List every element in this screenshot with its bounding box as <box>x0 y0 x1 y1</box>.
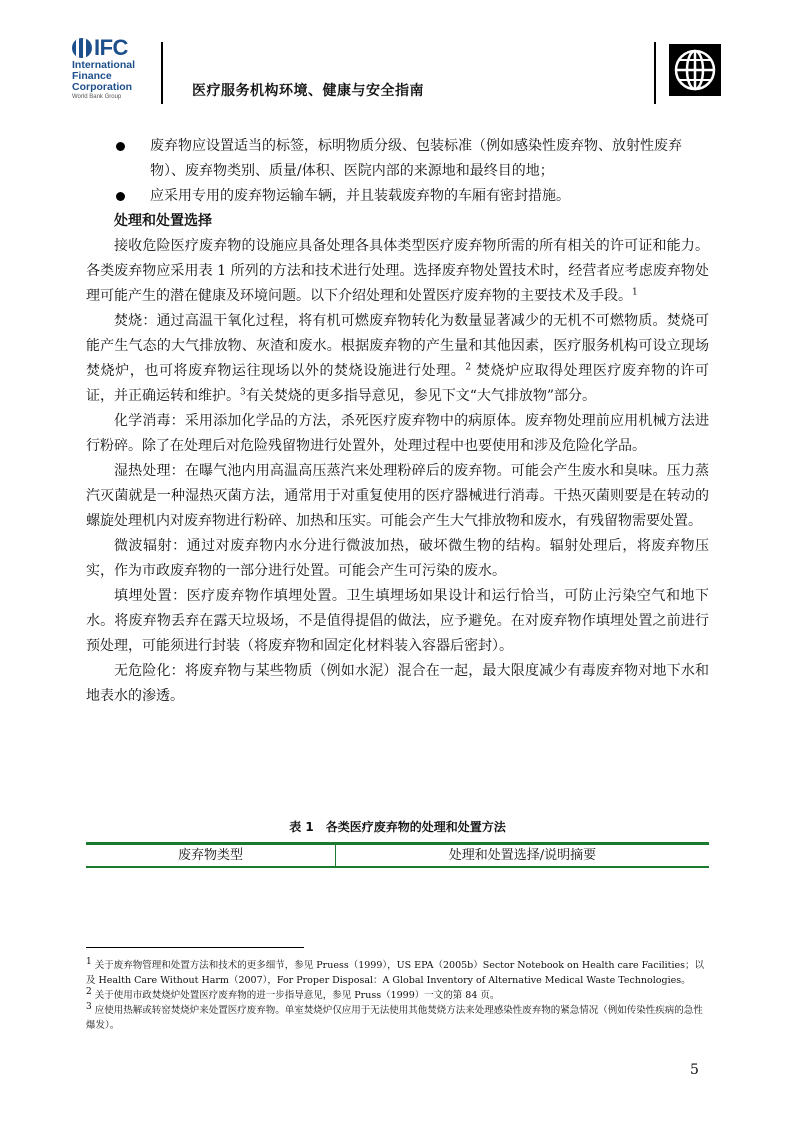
ifc-logo <box>72 35 152 101</box>
landfill-paragraph: 填埋处置：医疗废弃物作填埋处置。卫生填埋场如果设计和运行恰当，可防止污染空气和地下水。将废弃物丢弃在露天垃圾场，不是值得提倡的做法，应予避免。在对废弃物作填埋处置之前进行预处理，可能须进行封装（将废弃物和固定化材料装入容器后密封）。 <box>86 588 709 654</box>
header-divider-left <box>161 42 163 104</box>
footnote-text: 应使用热解或转窑焚烧炉来处置医疗废弃物。单室焚烧炉仅应用于无法使用其他焚烧方法来处理感染性废弃物的紧急情况（例如传染性疾病的急性爆发）。 <box>86 1005 703 1031</box>
world-bank-logo <box>669 44 721 96</box>
footnote-number: 1 <box>86 956 92 967</box>
footnote <box>86 958 709 988</box>
footnote-ref: 1 <box>632 287 638 298</box>
table-header-treatment: 处理和处置选择/说明摘要 <box>448 848 597 863</box>
page-header <box>0 0 793 110</box>
world-bank-globe-icon <box>669 44 721 96</box>
chemical-paragraph: 化学消毒：采用添加化学品的方法，杀死医疗废弃物中的病原体。废弃物处理前应用机械方法进行粉碎。除了在处理后对危险残留物进行处置外，处理过程中也要使用和涉及危险化学品。 <box>86 413 709 454</box>
ifc-logo-mark <box>72 35 152 60</box>
section-heading: 处理和处置选择 <box>114 213 212 229</box>
table-caption: 表 1 各类医疗废弃物的处理和处置方法 <box>289 820 506 834</box>
bullet-icon <box>116 142 125 151</box>
footnote <box>86 988 709 1003</box>
footnote <box>86 1003 709 1033</box>
footnote-number: 2 <box>86 986 92 997</box>
incineration-text: 有关焚烧的更多指导意见，参见下文“大气排放物”部分。 <box>245 388 597 404</box>
bullet-text: 应采用专用的废弃物运输车辆，并且装载废弃物的车厢有密封措施。 <box>150 188 570 204</box>
incineration-text: 焚烧：通过高温干氧化过程，将有机可燃废弃物转化为数量显著减少的无机不可燃物质。焚烧可能产生气态的大气排放物、灰渣和废水。根据废弃物的产生量和其他因素，医疗服务机构可设立现场焚烧炉，也可将废弃物运往现场以外的焚烧设施进行处理。 <box>86 313 709 379</box>
ifc-logo-name-line: Corporation <box>72 81 133 93</box>
ifc-logo-name-line: Finance <box>72 70 112 82</box>
table-top-rule <box>86 842 709 845</box>
footnote-ref: 3 <box>240 387 246 398</box>
bullet-text: 废弃物应设置适当的标签，标明物质分级、包装标准（例如感染性废弃物、放射性废弃物）、废弃物类别、质量/体积、医院内部的来源地和最终目的地； <box>150 138 682 179</box>
inertization-paragraph: 无危险化：将废弃物与某些物质（例如水泥）混合在一起，最大限度减少有毒废弃物对地下水和地表水的渗透。 <box>86 663 709 704</box>
footnotes <box>86 958 709 1033</box>
footnote-ref: 2 <box>465 362 472 373</box>
list-item <box>86 184 709 209</box>
microwave-paragraph: 微波辐射：通过对废弃物内水分进行微波加热，破坏微生物的结构。辐射处理后，将废弃物压实，作为市政废弃物的一部分进行处置。可能会产生可污染的废水。 <box>86 538 709 579</box>
footnote-separator <box>86 947 304 948</box>
header-title: 医疗服务机构环境、健康与安全指南 <box>192 83 424 99</box>
moist-heat-paragraph: 湿热处理：在曝气池内用高温高压蒸汽来处理粉碎后的废弃物。可能会产生废水和臭味。压力蒸汽灭菌就是一种湿热灭菌方法，通常用于对重复使用的医疗器械进行消毒。干热灭菌则要是在转动的螺旋处理机内对废弃物进行粉碎、加热和压实。可能会产生大气排放物和废水，有残留物需要处置。 <box>86 463 709 529</box>
main-content <box>86 134 709 709</box>
ifc-globe-icon <box>72 38 92 58</box>
intro-paragraph <box>86 234 709 309</box>
ifc-logo-name-line: International <box>72 59 136 71</box>
footnote-number: 3 <box>86 1001 92 1012</box>
table-header-rule <box>86 866 709 868</box>
footnote-text: 关于使用市政焚烧炉处置医疗废弃物的进一步指导意见，参见 Pruss（1999）一文的第 84 页。 <box>91 990 500 1001</box>
page-number: 5 <box>690 1062 699 1078</box>
bullet-icon <box>116 192 125 201</box>
ifc-logo-word: IFC <box>94 35 128 60</box>
incineration-text: 焚烧炉应取得处理医疗废弃物的许可证，并正确运转和维护。 <box>86 363 709 404</box>
intro-text: 接收危险医疗废弃物的设施应具备处理各具体类型医疗废弃物所需的所有相关的许可证和能力。各类废弃物应采用表 1 所列的方法和技术进行处理。选择废弃物处置技术时，经营者应考虑废弃物处理可能产生的潜在健康及环境问题。以下介绍处理和处置医疗废弃物的主要技术及手段。 <box>86 238 709 304</box>
ifc-logo-group: World Bank Group <box>72 94 122 100</box>
footnote-text: 关于废弃物管理和处置方法和技术的更多细节，参见 Pruess（1999），US EPA（2005b）Sector Notebook on Health care Facilities；以及 Health Care Without Harm（2007），For Proper Disposal：A Global Inventory of Alternative Medical Waste Technologies。 <box>86 960 705 986</box>
list-item <box>86 134 709 184</box>
incineration-paragraph <box>86 309 709 409</box>
header-divider-right <box>654 42 656 104</box>
table-header-waste-type: 废弃物类型 <box>177 848 243 863</box>
